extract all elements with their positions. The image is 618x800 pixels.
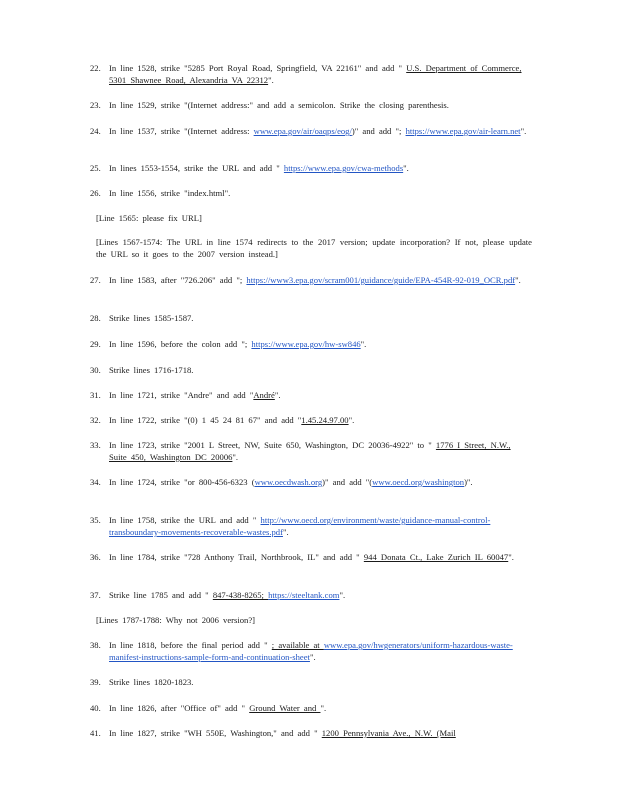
instruction-text: In line 1722, strike "(0) 1 45 24 81 67" and add " (109, 415, 302, 425)
instruction-text: ". (348, 415, 355, 425)
instruction-text: ". (282, 527, 289, 537)
list-item (90, 99, 530, 111)
instruction-text: In line 1826, after "Office of" add " (109, 703, 250, 713)
url-link[interactable]: www.epa.gov/air/oaqps/eog/ (253, 126, 352, 136)
item-number: 35. (90, 515, 101, 525)
item-text (109, 187, 530, 199)
list-item (90, 62, 530, 86)
item-text (109, 162, 530, 174)
item-text (109, 551, 530, 563)
list-item (90, 551, 530, 563)
inserted-text: 1776 I Street, N.W., Suite 450, Washington DC 20006 (109, 440, 511, 462)
item-text (109, 676, 530, 688)
list-item (90, 125, 530, 137)
instruction-text: In line 1529, strike "(Internet address:" and add a semicolon. Strike the closing parenthesis. (109, 100, 449, 110)
item-text (109, 476, 530, 488)
item-text (109, 274, 530, 286)
item-text (109, 702, 530, 714)
item-number: 23. (90, 100, 101, 110)
inserted-text: Ground Water and (249, 703, 321, 713)
instruction-text: ". (508, 552, 514, 562)
url-link[interactable]: https://www.epa.gov/air-learn.net (405, 126, 521, 136)
instruction-text: In line 1724, strike "or 800-456-6323 ( (109, 477, 255, 487)
inserted-text: 847-438-8265; (212, 590, 269, 600)
inserted-text: 1200 Pennsylvania Ave., N.W. (Mail (321, 728, 456, 738)
item-text (109, 62, 530, 86)
list-item (90, 338, 530, 350)
item-number: 22. (90, 63, 101, 73)
inserted-text: ; available at (271, 640, 324, 650)
instruction-text: In line 1556, strike "index.html". (109, 188, 231, 198)
item-text (109, 439, 530, 463)
list-item (90, 439, 530, 463)
instruction-text: In line 1818, before the final period add " (109, 640, 272, 650)
editor-note: [Lines 1567-1574: The URL in line 1574 redirects to the 2017 version; update incorporation? If not, please update the URL so it goes to the 2007 version instead.] (96, 237, 532, 259)
item-number: 34. (90, 477, 101, 487)
instruction-text: )" and add "; (351, 126, 406, 136)
item-text (109, 589, 530, 601)
item-text (109, 414, 530, 426)
inserted-text: André (253, 390, 275, 400)
item-text (109, 389, 530, 401)
item-text (109, 312, 530, 324)
item-number: 27. (90, 275, 101, 285)
item-number: 37. (90, 590, 101, 600)
item-number: 31. (90, 390, 101, 400)
instruction-text: Strike lines 1820-1823. (109, 677, 194, 687)
item-number: 36. (90, 552, 101, 562)
instruction-text: In line 1721, strike "Andre" and add " (109, 390, 254, 400)
list-item (90, 639, 530, 663)
instruction-text: ". (403, 163, 409, 173)
item-number: 26. (90, 188, 101, 198)
list-item (90, 676, 530, 688)
item-number: 30. (90, 365, 101, 375)
url-link[interactable]: https://www3.epa.gov/scram001/guidance/guide/EPA-454R-92-019_OCR.pdf (246, 275, 516, 285)
instruction-text: Strike lines 1716-1718. (109, 365, 194, 375)
instruction-text: In line 1537, strike "(Internet address: (109, 126, 254, 136)
item-number: 41. (90, 728, 101, 738)
list-item (90, 702, 530, 714)
list-item (90, 476, 530, 488)
instruction-text: ". (339, 590, 346, 600)
item-number: 39. (90, 677, 101, 687)
instruction-text: )" and add "( (322, 477, 373, 487)
inserted-text: U.S. Department of Commerce, 5301 Shawnee Road, Alexandria VA 22312 (109, 63, 522, 85)
url-link[interactable]: www.oecd.org/washington (372, 477, 465, 487)
editor-note: [Lines 1787-1788: Why not 2006 version?] (96, 615, 256, 625)
instruction-text: )". (464, 477, 473, 487)
item-number: 38. (90, 640, 101, 650)
item-number: 28. (90, 313, 101, 323)
item-text (109, 514, 530, 538)
instruction-text: ". (232, 452, 239, 462)
item-text (109, 364, 530, 376)
list-item (90, 589, 530, 601)
instruction-text: ". (274, 390, 281, 400)
instruction-text: ". (515, 275, 521, 285)
instruction-text: ". (268, 75, 274, 85)
list-item (90, 187, 530, 199)
url-link[interactable]: www.oecdwash.org (254, 477, 323, 487)
list-item (90, 389, 530, 401)
item-text (109, 125, 530, 137)
item-number: 32. (90, 415, 101, 425)
instruction-text: In line 1596, before the colon add "; (109, 339, 252, 349)
list-item (90, 274, 530, 286)
item-text (109, 727, 530, 739)
instruction-text: ". (320, 703, 327, 713)
item-number: 25. (90, 163, 101, 173)
editor-note: [Line 1565: please fix URL] (96, 213, 202, 223)
instruction-text: In line 1827, strike "WH 550E, Washington," and add " (109, 728, 322, 738)
item-number: 40. (90, 703, 101, 713)
list-item (90, 364, 530, 376)
instruction-text: Strike line 1785 and add " (109, 590, 213, 600)
list-item (90, 312, 530, 324)
inserted-text: 1.45.24.97.00 (301, 415, 349, 425)
list-item (90, 414, 530, 426)
url-link[interactable]: https://www.epa.gov/cwa-methods (283, 163, 404, 173)
url-link[interactable]: www.epa.gov/hwgenerators/uniform-hazardous-waste-manifest-instructions-sample-form-and-continuation-sheet (109, 640, 513, 662)
url-link[interactable]: https://www.epa.gov/hw-sw846 (251, 339, 361, 349)
list-item (90, 514, 530, 538)
instruction-text: ". (520, 126, 527, 136)
instruction-text: In line 1758, strike the URL and add " (109, 515, 261, 525)
item-text (109, 639, 530, 663)
item-number: 33. (90, 440, 101, 450)
instruction-text: ". (309, 652, 316, 662)
url-link[interactable]: https://steeltank.com (268, 590, 340, 600)
inserted-text: 944 Donata Ct., Lake Zurich IL 60047 (363, 552, 509, 562)
item-number: 24. (90, 126, 101, 136)
item-text (109, 99, 530, 111)
instruction-text: In line 1723, strike "2001 L Street, NW, Suite 650, Washington, DC 20036-4922" to " (109, 440, 436, 450)
item-text (109, 338, 530, 350)
instruction-text: Strike lines 1585-1587. (109, 313, 194, 323)
item-number: 29. (90, 339, 101, 349)
instruction-text: In line 1528, strike "5285 Port Royal Road, Springfield, VA 22161" and add " (109, 63, 407, 73)
url-link[interactable]: http://www.oecd.org/environment/waste/guidance-manual-control-transboundary-movements-recoverable-wastes.pdf (109, 515, 491, 537)
instruction-text: ". (360, 339, 367, 349)
list-item (90, 162, 530, 174)
instruction-text: In line 1784, strike "728 Anthony Trail, Northbrook, IL" and add " (109, 552, 364, 562)
instruction-text: In lines 1553-1554, strike the URL and add " (109, 163, 284, 173)
instruction-text: In line 1583, after "726.206" add "; (109, 275, 247, 285)
list-item (90, 727, 530, 739)
